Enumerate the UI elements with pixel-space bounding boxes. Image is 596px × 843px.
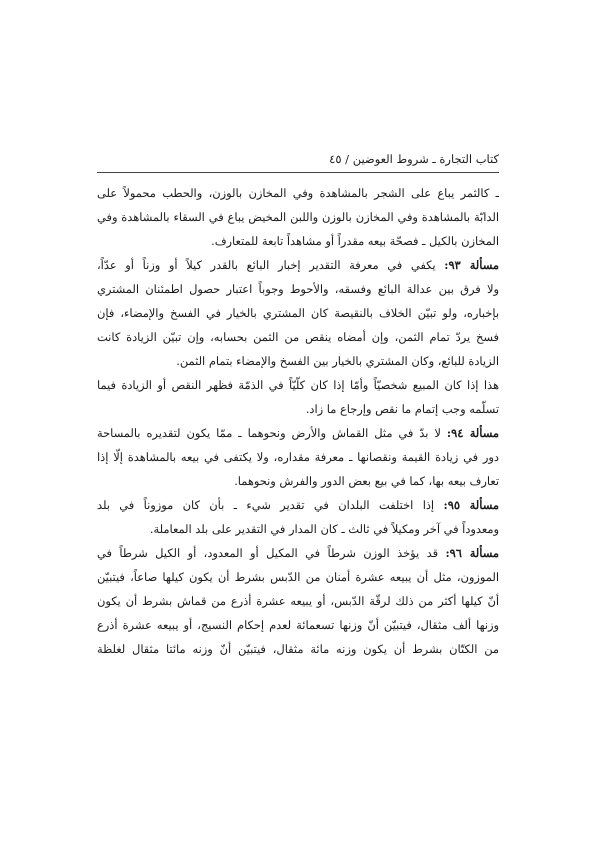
line-text: لا بدّ في مثل القماش والأرض ونحوهما ـ ممّا يكون لتقديره بالمساحة [97,426,447,440]
text-line [97,397,499,421]
body-text [97,181,499,661]
line-text: قد يؤخذ الوزن شرطاً في المكيل أو المعدود، أو الكيل شرطاً في [97,546,446,560]
line-text: هذا إذا كان المبيع شخصيّاً وأمّا إذا كان كلّيّاً في الذمّة فظهر النقص أو الزيادة فيما [97,378,499,392]
line-text: ولا فرق بين عدالة البائع وفسقه، والأحوط وجوباً اعتبار حصول اطمئنان المشتري [97,282,499,296]
header-rule [97,172,499,173]
text-line [97,469,499,493]
issue-number: مسألة ٩٣: [444,258,499,272]
text-line [97,637,499,661]
text-line [97,541,499,565]
text-line [97,517,499,541]
line-text: دور في زيادة القيمة ونقصانها ـ معرفة مقداره، ولا يكتفى في بيعه بالمشاهدة إلّا إذا [97,450,499,464]
line-text: ومعدوداً في آخر ومكيلاً في ثالث ـ كان المدار في التقدير على بلد المعاملة. [149,522,499,536]
line-text: الموزون، مثل أن يبيعه عشرة أمنان من الدّبس بشرط أن يكون كيلها صاعاً، فيتبيّن [97,570,499,584]
text-line [97,349,499,373]
line-text: المخازن بالكيل ـ فصحّة بيعه مقدراً أو مشاهداً تابعة للمتعارف. [211,234,499,248]
issue-number: مسألة ٩٤: [446,426,499,440]
issue-number: مسألة ٩٦: [445,546,499,560]
text-line [97,181,499,205]
line-text: فسخ يردّ تمام الثمن، وإن أمضاه ينقص من الثمن بحسابه، وإن تبيّن الزيادة كانت [97,330,499,344]
text-line [97,277,499,301]
text-line [97,565,499,589]
text-line [97,301,499,325]
line-text: بإخباره، ولو تبيّن الخلاف بالنقيصة كان المشتري بالخيار في الفسخ والإمضاء، فإن [97,306,499,320]
text-line [97,325,499,349]
running-head [97,150,499,168]
text-line [97,229,499,253]
line-text: من الكتّان بشرط أن يكون وزنه مائة مثقال، فيتبيّن أنّ وزنه مائتا مثقال لغلظة [97,642,499,656]
text-line [97,613,499,637]
line-text: ـ كالثمر يباع على الشجر بالمشاهدة وفي المخازن بالوزن، والحطب محمولاً على [97,186,499,200]
text-line [97,493,499,517]
text-line [97,589,499,613]
text-line [97,205,499,229]
text-line [97,445,499,469]
text-line [97,373,499,397]
line-text: الزيادة للبائع، وكان المشتري بالخيار بين الفسخ والإمضاء بتمام الثمن. [176,354,499,368]
line-text: الدابّة بالمشاهدة وفي المخازن بالوزن واللبن المخيض يباع في السقاء بالمشاهدة وفي [97,210,499,224]
text-line [97,421,499,445]
text-line [97,253,499,277]
running-title: كتاب التجارة ـ شروط العوضين / ٤٥ [329,152,499,166]
line-text: تسلّمه وجب إتمام ما نقص وإرجاع ما زاد. [305,402,499,416]
issue-number: مسألة ٩٥: [443,498,499,512]
line-text: إذا اختلفت البلدان في تقدير شيء ـ بأن كان موزوناً في بلد [97,498,444,512]
line-text: يكفي في معرفة التقدير إخبار البائع بالقدر كيلاً أو وزناً أو عدّاً، [97,258,445,272]
line-text: أنّ كيلها أكثر من ذلك لرقّة الدّبس، أو يبيعه عشرة أذرع من قماش بشرط أن يكون [97,594,499,608]
line-text: تعارف بيعه بها، كما في بيع بعض الدور والفرش ونحوهما. [234,474,499,488]
line-text: وزنها ألف مثقال، فيتبيّن أنّ وزنها تسعمائة لعدم إحكام النسيج، أو يبيعه عشرة أذرع [97,618,499,632]
